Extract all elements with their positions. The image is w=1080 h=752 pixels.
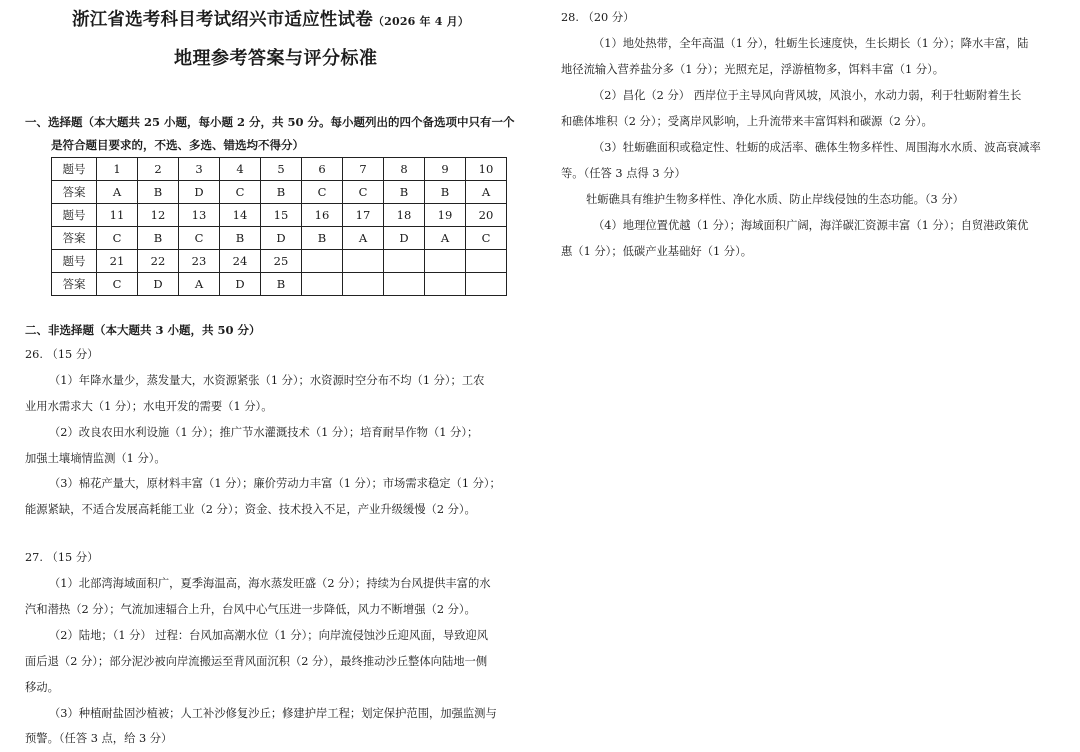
table-cell: 16	[302, 204, 343, 227]
q26-line: （2）改良农田水利设施（1 分）；推广节水灌溉技术（1 分）；培育耐旱作物（1 分）；	[49, 426, 479, 439]
table-cell	[466, 250, 507, 273]
table-cell: A	[179, 273, 220, 296]
q27-line: 移动。	[25, 681, 59, 694]
table-cell: 24	[220, 250, 261, 273]
table-cell: 23	[179, 250, 220, 273]
table-cell: 19	[425, 204, 466, 227]
q28-line: （2）昌化（2 分） 西岸位于主导风向背风坡，风浪小，水动力弱，利于牡蛎附着生长	[593, 89, 1022, 102]
q26-line: 加强土壤墒情监测（1 分）。	[25, 452, 166, 465]
table-cell: 3	[179, 158, 220, 181]
table-cell: 17	[343, 204, 384, 227]
table-row	[52, 158, 507, 181]
table-row	[52, 250, 507, 273]
table-cell: C	[97, 273, 138, 296]
answer-table	[51, 157, 507, 296]
table-cell: 2	[138, 158, 179, 181]
q27-title: 27. （15 分）	[25, 551, 99, 564]
table-cell	[466, 273, 507, 296]
table-cell: D	[384, 227, 425, 250]
q28-line: 等。（任答 3 点得 3 分）	[561, 167, 686, 180]
table-cell	[425, 273, 466, 296]
q27-line: （3）种植耐盐固沙植被；人工补沙修复沙丘；修建护岸工程；划定保护范围，加强监测与	[49, 707, 497, 720]
table-cell: 4	[220, 158, 261, 181]
table-cell: B	[138, 227, 179, 250]
table-cell: 6	[302, 158, 343, 181]
table-cell: C	[220, 181, 261, 204]
q28-line: （3）牡蛎礁面积或稳定性、牡蛎的成活率、礁体生物多样性、周围海水水质、波高衰减率	[593, 141, 1041, 154]
table-cell	[302, 250, 343, 273]
table-cell	[384, 250, 425, 273]
q27-line: （1）北部湾海域面积广，夏季海温高，海水蒸发旺盛（2 分）；持续为台风提供丰富的水	[49, 577, 491, 590]
table-cell	[425, 250, 466, 273]
section1-heading: 一、选择题（本大题共 25 小题，每小题 2 分，共 50 分。每小题列出的四个备选项中只有一个	[25, 115, 515, 129]
table-cell: 5	[261, 158, 302, 181]
table-cell: C	[179, 227, 220, 250]
table-cell: B	[261, 273, 302, 296]
q28-line: （4）地理位置优越（1 分）；海域面积广阔，海洋碳汇资源丰富（1 分）；自贸港政策优	[593, 219, 1029, 232]
table-cell: 15	[261, 204, 302, 227]
table-cell: 14	[220, 204, 261, 227]
table-cell: 7	[343, 158, 384, 181]
table-cell: 22	[138, 250, 179, 273]
table-row-header: 题号	[52, 204, 97, 227]
q27-line: 面后退（2 分）；部分泥沙被向岸流搬运至背风面沉积（2 分），最终推动沙丘整体向陆地一侧	[25, 655, 488, 668]
table-cell: D	[138, 273, 179, 296]
q27-line: （2）陆地；（1 分） 过程：台风加高潮水位（1 分）；向岸流侵蚀沙丘迎风面，导致迎风	[49, 629, 489, 642]
table-row	[52, 227, 507, 250]
q28-line: （1）地处热带，全年高温（1 分），牡蛎生长速度快，生长期长（1 分）；降水丰富，陆	[593, 37, 1029, 50]
table-cell	[302, 273, 343, 296]
section2-heading: 二、非选择题（本大题共 3 小题，共 50 分）	[25, 323, 261, 337]
table-cell: 9	[425, 158, 466, 181]
table-row-header: 答案	[52, 227, 97, 250]
q27-line: 预警。（任答 3 点，给 3 分）	[25, 732, 173, 745]
table-cell: 18	[384, 204, 425, 227]
q26-line: 业用水需求大（1 分）；水电开发的需要（1 分）。	[25, 400, 273, 413]
table-cell: A	[425, 227, 466, 250]
q26-title: 26. （15 分）	[25, 348, 99, 361]
q26-line: （3）棉花产量大，原材料丰富（1 分）；廉价劳动力丰富（1 分）；市场需求稳定（1 分）；	[49, 477, 501, 490]
q26-line: （1）年降水量少，蒸发量大，水资源紧张（1 分）；水资源时空分布不均（1 分）；工农	[49, 374, 485, 387]
table-cell: C	[343, 181, 384, 204]
table-cell: B	[302, 227, 343, 250]
table-row-header: 题号	[52, 250, 97, 273]
exam-date: （2026 年 4 月）	[372, 15, 470, 28]
table-cell: C	[466, 227, 507, 250]
table-cell: A	[466, 181, 507, 204]
table-cell: 21	[97, 250, 138, 273]
table-row-header: 题号	[52, 158, 97, 181]
table-cell: 12	[138, 204, 179, 227]
q28-title: 28. （20 分）	[561, 11, 635, 24]
q27-line: 汽和潜热（2 分）；气流加速辐合上升，台风中心气压进一步降低，风力不断增强（2 分）。	[25, 603, 476, 616]
table-cell: C	[97, 227, 138, 250]
table-cell: 11	[97, 204, 138, 227]
table-cell: 1	[97, 158, 138, 181]
table-cell: 13	[179, 204, 220, 227]
q28-line: 牡蛎礁具有维护生物多样性、净化水质、防止岸线侵蚀的生态功能。（3 分）	[586, 193, 964, 206]
table-row-header: 答案	[52, 181, 97, 204]
table-cell: D	[261, 227, 302, 250]
table-cell	[384, 273, 425, 296]
table-cell: B	[220, 227, 261, 250]
table-row	[52, 273, 507, 296]
table-cell: B	[138, 181, 179, 204]
table-row-header: 答案	[52, 273, 97, 296]
table-cell: B	[425, 181, 466, 204]
table-cell: C	[302, 181, 343, 204]
table-cell: 8	[384, 158, 425, 181]
q28-line: 和礁体堆积（2 分）；受离岸风影响，上升流带来丰富饵料和碳源（2 分）。	[561, 115, 933, 128]
section1-heading-cont: 是符合题目要求的，不选、多选、错选均不得分）	[51, 138, 304, 152]
page-subtitle: 地理参考答案与评分标准	[174, 48, 378, 69]
table-cell: B	[261, 181, 302, 204]
table-row	[52, 204, 507, 227]
table-cell	[343, 250, 384, 273]
table-cell: 25	[261, 250, 302, 273]
table-cell: A	[97, 181, 138, 204]
table-cell: B	[384, 181, 425, 204]
table-row	[52, 181, 507, 204]
q26-line: 能源紧缺，不适合发展高耗能工业（2 分）；资金、技术投入不足，产业升级缓慢（2 分）。	[25, 503, 476, 516]
table-cell: A	[343, 227, 384, 250]
q28-line: 惠（1 分）；低碳产业基础好（1 分）。	[561, 245, 753, 258]
table-cell: D	[179, 181, 220, 204]
table-cell	[343, 273, 384, 296]
table-cell: 20	[466, 204, 507, 227]
table-cell: 10	[466, 158, 507, 181]
page-title: 浙江省选考科目考试绍兴市适应性试卷（2026 年 4 月）	[72, 10, 470, 30]
q28-line: 地径流输入营养盐分多（1 分）；光照充足，浮游植物多，饵料丰富（1 分）。	[561, 63, 945, 76]
table-cell: D	[220, 273, 261, 296]
